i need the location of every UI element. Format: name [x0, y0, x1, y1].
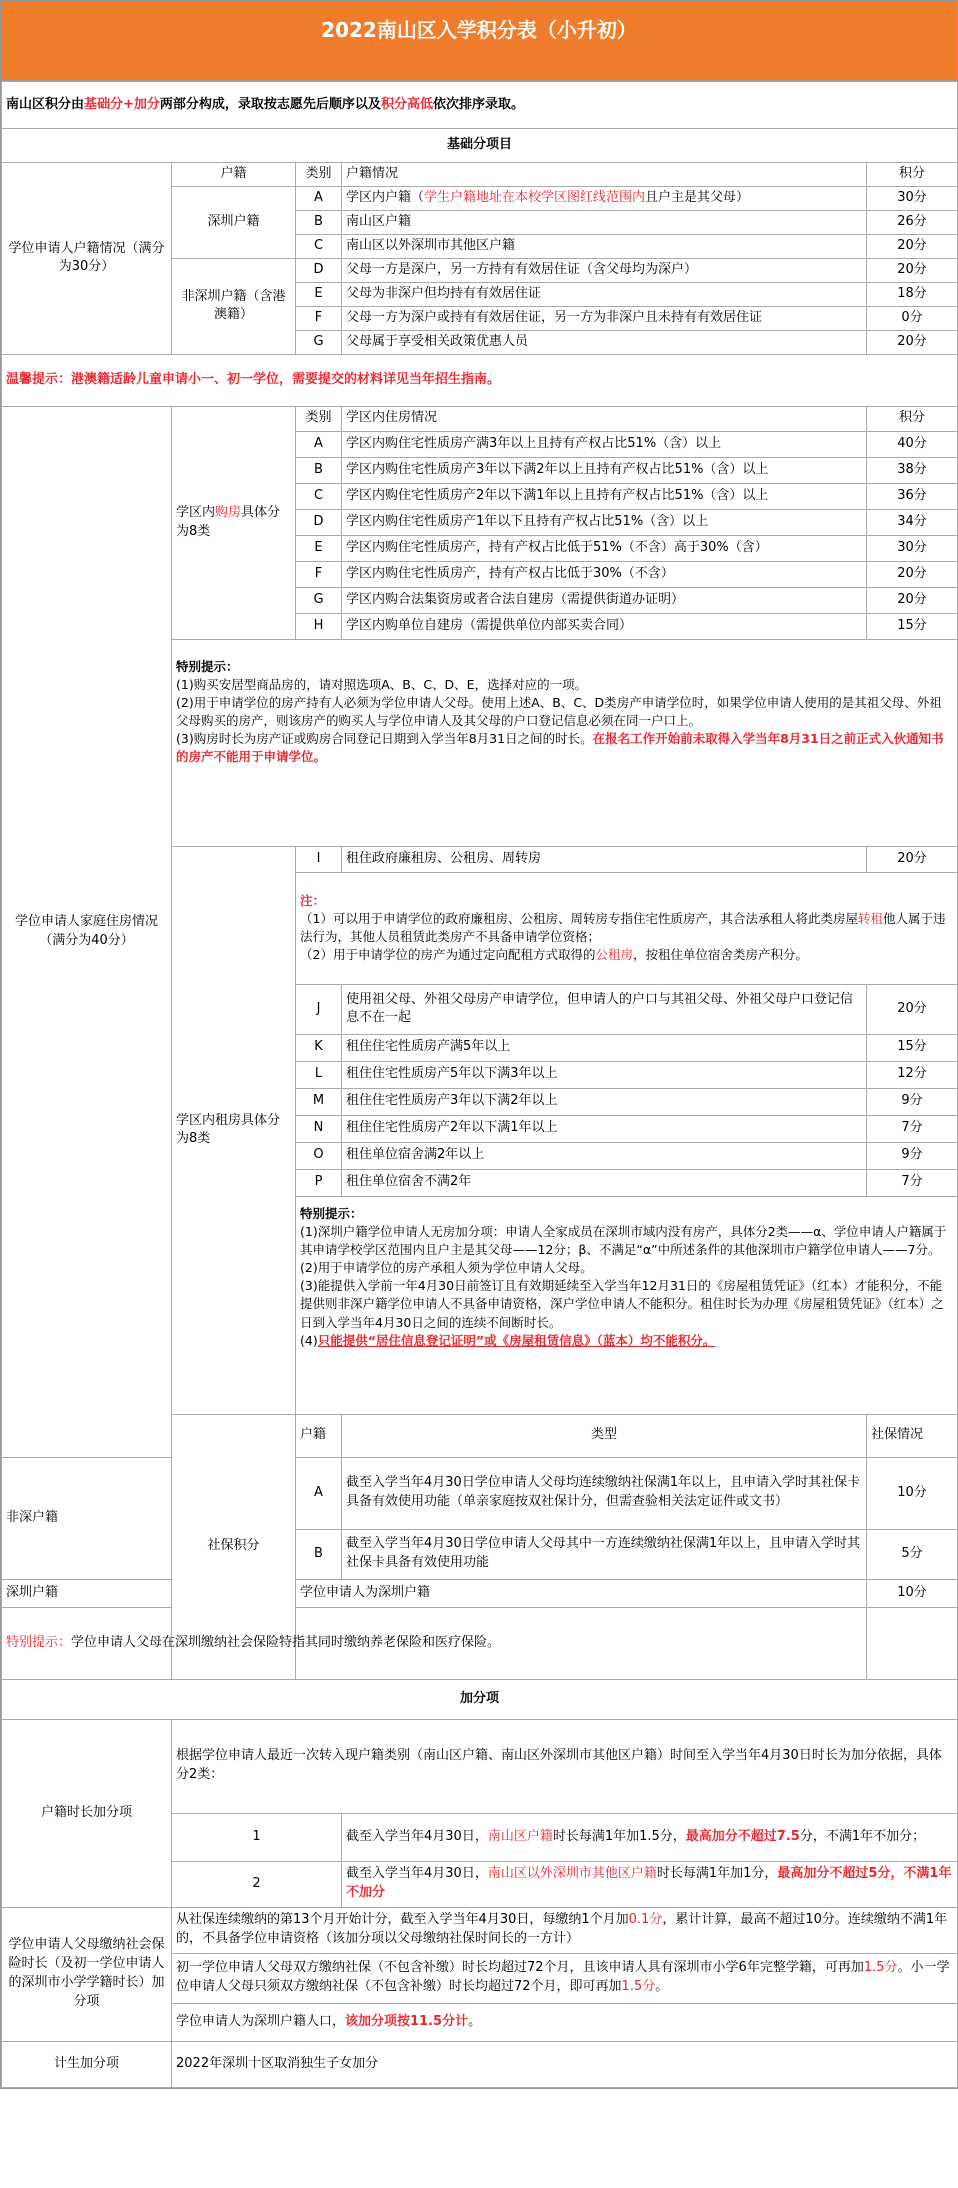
- hukou-row-cat: A: [296, 186, 342, 210]
- hukou-row-cat: D: [296, 258, 342, 282]
- hukou-row-score: 26分: [867, 210, 958, 234]
- hukou-row-score: 30分: [867, 186, 958, 210]
- rent-row-cat: M: [296, 1088, 342, 1115]
- rent-tip-line: (1)深圳户籍学位申请人无房加分项：申请人全家成员在深圳市域内没有房产，具体分2类——α、学位申请人户籍属于其申请学校学区范围内且户主是其父母——12分；β、不满足“α”中所述条件的其他深圳市户籍学位申请人——7分。: [300, 1223, 947, 1258]
- bonus-hukou-desc: 截至入学当年4月30日，南山区户籍时长每满1年加1.5分，最高加分不超过7.5分，不满1年不加分；: [342, 1813, 958, 1861]
- bonus-social-line: 学位申请人为深圳户籍人口，该加分项按11.5分计。: [172, 2003, 958, 2041]
- social-row-desc: 截至入学当年4月30日学位申请人父母均连续缴纳社保满1年以上，且申请入学时其社保卡具备有效使用功能（单亲家庭按双社保计分，但需查验相关法定证件或文书）: [342, 1457, 867, 1529]
- hukou-row-cat: C: [296, 234, 342, 258]
- rent-note-line: （1）可以用于申请学位的政府廉租房、公租房、周转房专指住宅性质房产，其合法承租人将此类房屋转租他人属于违法行为，其他人员租赁此类房产不具备申请学位资格；: [300, 911, 946, 945]
- social-row-score: 5分: [867, 1529, 958, 1579]
- social-group-sz: 深圳户籍: [2, 1579, 172, 1607]
- buy-row-desc: 学区内购住宅性质房产1年以下且持有产权占比51%（含）以上: [342, 509, 867, 535]
- rent-tip-line: (2)用于申请学位的房产承租人须为学位申请人父母。: [300, 1260, 593, 1276]
- hukou-row-desc: 南山区以外深圳市其他区户籍: [342, 234, 867, 258]
- bonus-hukou-desc: 截至入学当年4月30日，南山区以外深圳市其他区户籍时长每满1年加1分，最高加分不超过5分，不满1年不加分: [342, 1861, 958, 1907]
- rent-row-score: 15分: [867, 1034, 958, 1061]
- rent-row-cat: K: [296, 1034, 342, 1061]
- rent-tip-line: (3)能提供入学前一年4月30日前签订且有效期延续至入学当年12月31日的《房屋租赁凭证》（红本）才能积分，不能提供则非深户籍学位申请人不具备申请资格，深户学位申请人不能积分。租住时长为办理《房屋租赁凭证》（红本）之日到入学当年4月30日之间的连续不间断时长。: [300, 1278, 944, 1330]
- rent-note-line: （2）用于申请学位的房产为通过定向配租方式取得的公租房，按租住单位宿舍类房产积分。: [300, 947, 808, 963]
- housing-label: 学位申请人家庭住房情况（满分为40分）: [2, 406, 172, 1457]
- hukou-label: 学位申请人户籍情况（满分为30分）: [2, 163, 172, 355]
- buy-note-line: (2)用于申请学位的房产持有人必须为学位申请人父母。使用上述A、B、C、D类房产申请学位时，如果学位申请人使用的是其祖父母、外祖父母购买的房产，则该房产的购买人与学位申请人及其父母的户口登记信息必须在同一户口上。: [176, 695, 942, 729]
- rent-row-desc: 使用祖父母、外祖父母房产申请学位，但申请人的户口与其祖父母、外祖父母户口登记信息不在一起: [342, 984, 867, 1034]
- rent-row-cat: P: [296, 1169, 342, 1196]
- hukou-row-cat: F: [296, 306, 342, 330]
- rent-row-desc: 租住住宅性质房产满5年以上: [342, 1034, 867, 1061]
- buy-row-score: 30分: [867, 535, 958, 561]
- rent-note: [296, 872, 958, 984]
- page-title: 2022南山区入学积分表（小升初）: [1, 1, 957, 81]
- rent-row-cat: L: [296, 1061, 342, 1088]
- buy-row-score: 38分: [867, 457, 958, 483]
- rent-row-score: 12分: [867, 1061, 958, 1088]
- buy-row-desc: 学区内购住宅性质房产3年以下满2年以上且持有产权占比51%（含）以上: [342, 457, 867, 483]
- rent-row-cat: N: [296, 1115, 342, 1142]
- rent-row-score: 7分: [867, 1115, 958, 1142]
- rent-note-title: 注：: [300, 893, 326, 909]
- hukou-row-score: 20分: [867, 258, 958, 282]
- hukou-group-nonsz: 非深圳户籍（含港澳籍）: [172, 258, 296, 354]
- social-header-huji: 户籍: [296, 1414, 342, 1457]
- hukou-row-cat: B: [296, 210, 342, 234]
- buy-row-cat: D: [296, 509, 342, 535]
- hk-macau-tip: 温馨提示：港澳籍适龄儿童申请小一、初一学位，需要提交的材料详见当年招生指南。: [2, 354, 958, 406]
- bonus-hukou-label: 户籍时长加分项: [2, 1719, 172, 1907]
- hukou-row-desc: 父母属于享受相关政策优惠人员: [342, 330, 867, 354]
- rent-row-desc: 租住住宅性质房产2年以下满1年以上: [342, 1115, 867, 1142]
- bonus-hukou-num: 2: [172, 1861, 342, 1907]
- rent-row-desc: 租住住宅性质房产5年以下满3年以上: [342, 1061, 867, 1088]
- hukou-row-score: 18分: [867, 282, 958, 306]
- hukou-row-desc: 父母为非深户但均持有有效居住证: [342, 282, 867, 306]
- social-row-score: 10分: [867, 1457, 958, 1529]
- buy-note-line: (3)购房时长为房产证或购房合同登记日期到入学当年8月31日之间的时长。在报名工作开始前未取得入学当年8月31日之前正式入伙通知书的房产不能用于申请学位。: [176, 731, 944, 765]
- bonus-social-label: 学位申请人父母缴纳社会保险时长（及初一学位申请人的深圳市小学学籍时长）加分项: [2, 1907, 172, 2041]
- buy-note-line: (1)购买安居型商品房的，请对照选项A、B、C、D、E，选择对应的一项。: [176, 676, 588, 692]
- hukou-row-score: 20分: [867, 330, 958, 354]
- rent-row-desc: 租住单位宿舍满2年以上: [342, 1142, 867, 1169]
- housing-header-score: 积分: [867, 406, 958, 431]
- buy-note: [172, 639, 958, 846]
- hukou-header-desc: 户籍情况: [342, 163, 867, 187]
- rent-row-score: 7分: [867, 1169, 958, 1196]
- intro-text: 南山区积分由基础分+加分两部分构成，录取按志愿先后顺序以及积分高低依次排序录取。: [2, 82, 958, 129]
- social-label: 社保积分: [172, 1414, 296, 1679]
- buy-row-score: 20分: [867, 561, 958, 587]
- social-header-type: 类型: [342, 1414, 867, 1457]
- housing-header-desc: 学区内住房情况: [342, 406, 867, 431]
- buy-row-cat: G: [296, 587, 342, 613]
- hukou-group-sz: 深圳户籍: [172, 186, 296, 258]
- rent-row-cat: O: [296, 1142, 342, 1169]
- social-tip: 特别提示：学位申请人父母在深圳缴纳社会保险特指其同时缴纳养老保险和医疗保险。: [2, 1607, 867, 1679]
- rent-row-cat: J: [296, 984, 342, 1034]
- hukou-row-desc: 学区内户籍（学生户籍地址在本校学区图红线范围内且户主是其父母）: [342, 186, 867, 210]
- rent-row-score: 9分: [867, 1142, 958, 1169]
- social-sz-desc: 学位申请人为深圳户籍: [296, 1579, 867, 1607]
- buy-row-cat: A: [296, 431, 342, 457]
- buy-row-desc: 学区内购住宅性质房产2年以下满1年以上且持有产权占比51%（含）以上: [342, 483, 867, 509]
- buy-row-desc: 学区内购住宅性质房产，持有产权占比低于30%（不含）: [342, 561, 867, 587]
- hukou-row-cat: E: [296, 282, 342, 306]
- social-row-cat: B: [296, 1529, 342, 1579]
- buy-row-desc: 学区内购住宅性质房产满3年以上且持有产权占比51%（含）以上: [342, 431, 867, 457]
- score-table: [1, 81, 958, 2088]
- bonus-social-line: 初一学位申请人父母双方缴纳社保（不包含补缴）时长均超过72个月，且该申请人具有深圳市小学6年完整学籍，可再加1.5分。小一学位申请人父母只须双方缴纳社保（不包含补缴）时长均超过72个月，即可再加1.5分。: [172, 1953, 958, 2003]
- housing-rent-label: 学区内租房具体分为8类: [172, 846, 296, 1414]
- section-bonus: 加分项: [2, 1679, 958, 1719]
- hukou-header-cat: 类别: [296, 163, 342, 187]
- buy-row-cat: B: [296, 457, 342, 483]
- hukou-row-cat: G: [296, 330, 342, 354]
- hukou-row-desc: 南山区户籍: [342, 210, 867, 234]
- housing-header-cat: 类别: [296, 406, 342, 431]
- buy-row-cat: F: [296, 561, 342, 587]
- buy-row-desc: 学区内购住宅性质房产，持有产权占比低于51%（不含）高于30%（含）: [342, 535, 867, 561]
- hukou-row-score: 0分: [867, 306, 958, 330]
- bonus-plan-label: 计生加分项: [2, 2041, 172, 2087]
- hukou-row-desc: 父母一方是深户，另一方持有有效居住证（含父母均为深户）: [342, 258, 867, 282]
- rent-row-desc: 租住政府廉租房、公租房、周转房: [342, 846, 867, 872]
- buy-row-cat: H: [296, 613, 342, 639]
- buy-note-title: 特别提示：: [176, 658, 239, 674]
- social-group-nonsz: 非深户籍: [2, 1457, 172, 1579]
- social-sz-score: 10分: [867, 1579, 958, 1607]
- buy-row-desc: 学区内购单位自建房（需提供单位内部买卖合同）: [342, 613, 867, 639]
- buy-row-score: 20分: [867, 587, 958, 613]
- rent-row-cat: I: [296, 846, 342, 872]
- bonus-social-line: 从社保连续缴纳的第13个月开始计分，截至入学当年4月30日，每缴纳1个月加0.1分，累计计算，最高不超过10分。连续缴纳不满1年的，不具备学位申请资格（该加分项以父母缴纳社保时间长的一方计）: [172, 1907, 958, 1953]
- rent-tip-title: 特别提示：: [300, 1205, 363, 1221]
- rent-row-score: 20分: [867, 846, 958, 872]
- social-row-cat: A: [296, 1457, 342, 1529]
- rent-row-score: 20分: [867, 984, 958, 1034]
- buy-row-score: 40分: [867, 431, 958, 457]
- buy-row-cat: E: [296, 535, 342, 561]
- hukou-header-score: 积分: [867, 163, 958, 187]
- social-row-desc: 截至入学当年4月30日学位申请人父母其中一方连续缴纳社保满1年以上，且申请入学时其社保卡具备有效使用功能: [342, 1529, 867, 1579]
- buy-row-score: 34分: [867, 509, 958, 535]
- rent-tip: [296, 1196, 958, 1414]
- bonus-hukou-num: 1: [172, 1813, 342, 1861]
- hukou-row-score: 20分: [867, 234, 958, 258]
- social-header-desc: 社保情况: [867, 1414, 958, 1457]
- section-basic: 基础分项目: [2, 129, 958, 163]
- buy-row-score: 36分: [867, 483, 958, 509]
- rent-row-score: 9分: [867, 1088, 958, 1115]
- hukou-header-huji: 户籍: [172, 163, 296, 187]
- bonus-plan-desc: 2022年深圳十区取消独生子女加分: [172, 2041, 958, 2087]
- bonus-hukou-intro: 根据学位申请人最近一次转入现户籍类别（南山区户籍、南山区外深圳市其他区户籍）时间至入学当年4月30日时长为加分依据，具体分2类：: [172, 1719, 958, 1813]
- rent-row-desc: 租住住宅性质房产3年以下满2年以上: [342, 1088, 867, 1115]
- hukou-row-desc: 父母一方为深户或持有有效居住证，另一方为非深户且未持有有效居住证: [342, 306, 867, 330]
- buy-row-desc: 学区内购合法集资房或者合法自建房（需提供街道办证明）: [342, 587, 867, 613]
- housing-buy-label: 学区内购房具体分为8类: [172, 406, 296, 639]
- buy-row-cat: C: [296, 483, 342, 509]
- rent-row-desc: 租住单位宿舍不满2年: [342, 1169, 867, 1196]
- rent-tip-line: (4)只能提供“居住信息登记证明”或《房屋租赁信息》（蓝本）均不能积分。: [300, 1332, 716, 1348]
- buy-row-score: 15分: [867, 613, 958, 639]
